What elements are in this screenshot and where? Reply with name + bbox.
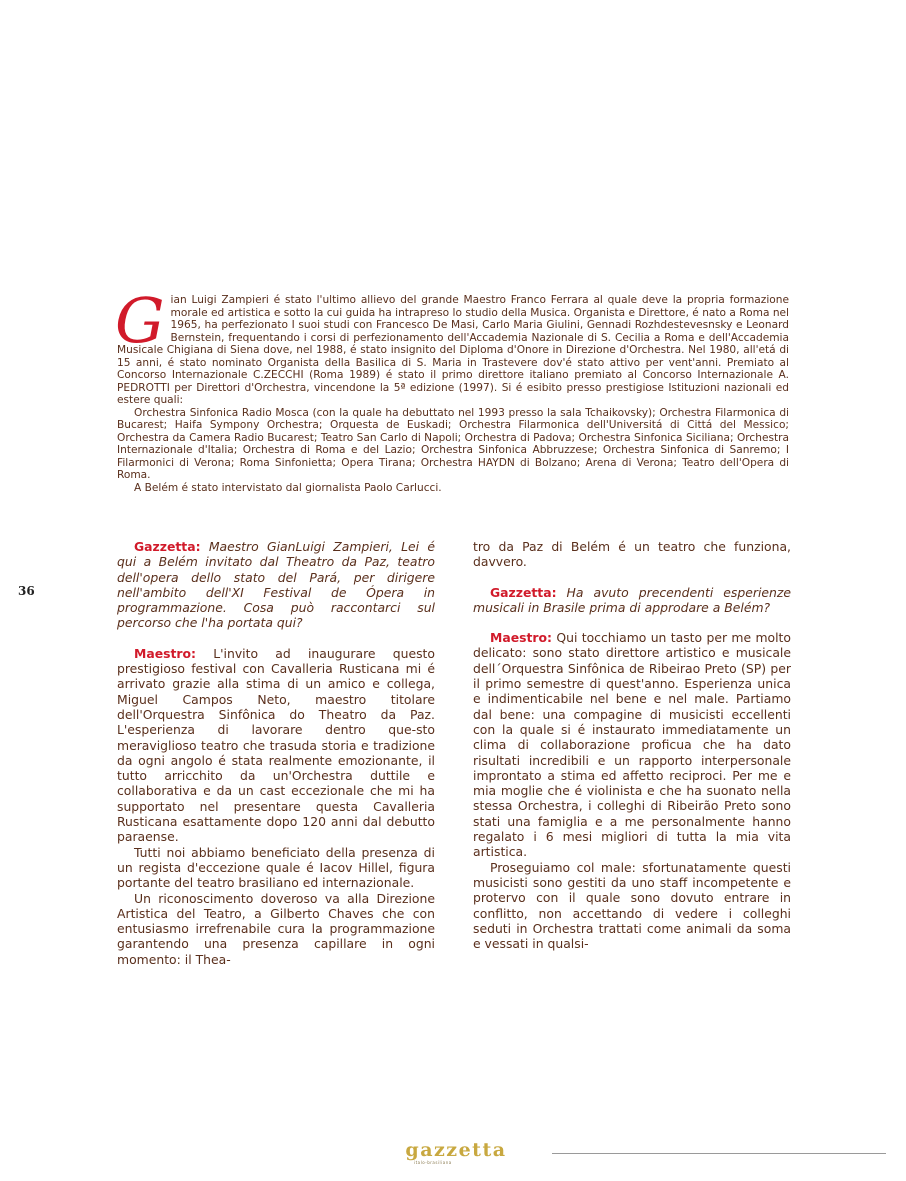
logo-wordmark: gazzetta [405,1139,507,1161]
answer-1-paragraph-2: Tutti noi abbiamo beneficiato della presenza di un regista d'eccezione quale é Iacov Hillel, figura portante del teatro brasiliano ed internazionale. [117,844,435,891]
bio-paragraph-2: Orchestra Sinfonica Radio Mosca (con la quale ha debuttato nel 1993 presso la sala Tchaikovsky); Orchestra Filarmonica di Bucarest; Haifa Sympony Orchestra; Orquesta de Euskadi; Orchestra Filarmonica dell'Universitá di Cittá del Messico; Orchestra da Camera Radio Bucarest; Teatro San Carlo di Napoli; Orchestra di Padova; Orchestra Sinfonica Siciliana; Orchestra Internazionale d'Italia; Orchestra di Roma e del Lazio; Orchestra Sinfonica Abbruzzese; Orchestra Sinfonica di Sanremo; I Filarmonici di Verona; Roma Sinfonietta; Opera Tirana; Orchestra HAYDN di Bolzano; Arena di Verona; Teatro dell'Opera di Roma. [117,406,789,481]
question-2: Gazzetta: Ha avuto precendenti esperienze musicali in Brasile prima di approdare a Belém? [473,584,791,615]
page-number: 36 [18,584,35,598]
bio-paragraph-1: Gian Luigi Zampieri é stato l'ultimo allievo del grande Maestro Franco Ferrara al quale deve la propria formazione morale ed artistica e sotto la cui guida ha intrapreso lo studio della Musica. Organista e Direttore, é nato a Roma nel 1965, ha perfezionato I suoi studi con Francesco De Masi, Carlo Maria Giulini, Gennadi Rozhdestevesnsky e Leonard Bernstein, frequentando i corsi di perfezionamento dell'Accademia Nazionale di S. Cecilia a Roma e dell'Accademia Musicale Chigiana di Siena dove, nel 1988, é stato insignito del Diploma d'Onore in Direzione d'Orchestra. Nel 1980, all'etá di 15 anni, é stato nominato Organista della Basilica di S. Maria in Trastevere dov'é stato attivo per vent'anni. Premiato al Concorso Internazionale C.ZECCHI (Roma 1989) é stato il primo direttore italiano premiato al Concorso Internazionale A. PEDROTTI per Direttori d'Orchestra, vincendone la 5ª edizione (1997). Si é esibito presso prestigiose Istituzioni nazionali ed estere quali: [115,284,789,406]
biography [115,284,789,494]
answer-1: Maestro: L'invito ad inaugurare questo prestigioso festival con Cavalleria Rusticana mi é arrivato grazie alla stima di un amico e collega, Miguel Campos Neto, maestro titolare dell'Orquestra Sinfônica do Theatro da Paz. L'esperienza di lavorare dentro que-sto meraviglioso teatro che trasuda storia e tradizione da ogni angolo é stata realmente emozionante, il tutto arricchito da un'Orchestra duttile e collaborativa e da un cast eccezionale che mi ha supportato nel presentare questa Cavalleria Rusticana esattamente dopo 120 anni dal debutto paraense. [117,645,435,845]
speaker-label: Maestro: [490,630,552,646]
answer-2-paragraph-2: Proseguiamo col male: sfortunatamente questi musicisti sono gestiti da uno staff incompetente e protervo con il quale sono dovuto entrare in conflitto, non accettando di vedere i colleghi seduti in Orchestra trattati come animali da soma e vessati in qualsi- [473,859,791,952]
question-1: Gazzetta: Maestro GianLuigi Zampieri, Lei é qui a Belém invitato dal Theatro da Paz, teatro dell'opera dello stato del Pará, per dirigere nell'ambito dell'XI Festival de Ópera in programmazione. Cosa può raccontarci sul percorso che l'ha portata qui? [117,539,435,631]
logo-subtitle: italo-brasiliana [414,1160,452,1165]
speaker-label: Gazzetta: [490,584,557,600]
gazzetta-logo [396,1140,516,1165]
drop-cap: G [115,284,165,357]
answer-2: Maestro: Qui tocchiamo un tasto per me molto delicato: sono stato direttore artistico e musicale dell´Orquestra Sinfônica de Ribeirao Preto (SP) per il primo semestre di quest'anno. Esperienza unica e indimenticabile nel bene e nel male. Partiamo dal bene: una compagine di musicisti eccellenti con la quale si é instaurato immediatamente un clima di collaborazione proficua che ha dato risultati incredibili e un rapporto interpersonale improntato a stima ed affetto reciproci. Per me e mia moglie che é violinista e che ha suonato nella stessa Orchestra, i colleghi di Ribeirão Preto sono stati una famiglia e a me personalmente hanno regalato i 6 mesi migliori di tutta la mia vita artistica. [473,630,791,860]
interview-column-left [117,539,435,967]
speaker-label: Gazzetta: [134,539,201,554]
interview-column-right [473,539,791,951]
speaker-label: Maestro: [134,645,196,661]
footer-rule [552,1153,886,1154]
answer-1-continuation: tro da Paz di Belém é un teatro che funziona, davvero. [473,539,791,570]
answer-1-paragraph-3: Un riconoscimento doveroso va alla Direzione Artistica del Teatro, a Gilberto Chaves che con entusiasmo irrefrenabile cura la programmazione garantendo una presenza capillare in ogni momento: il Thea- [117,890,435,967]
bio-paragraph-3: A Belém é stato intervistato dal giornalista Paolo Carlucci. [134,481,442,494]
